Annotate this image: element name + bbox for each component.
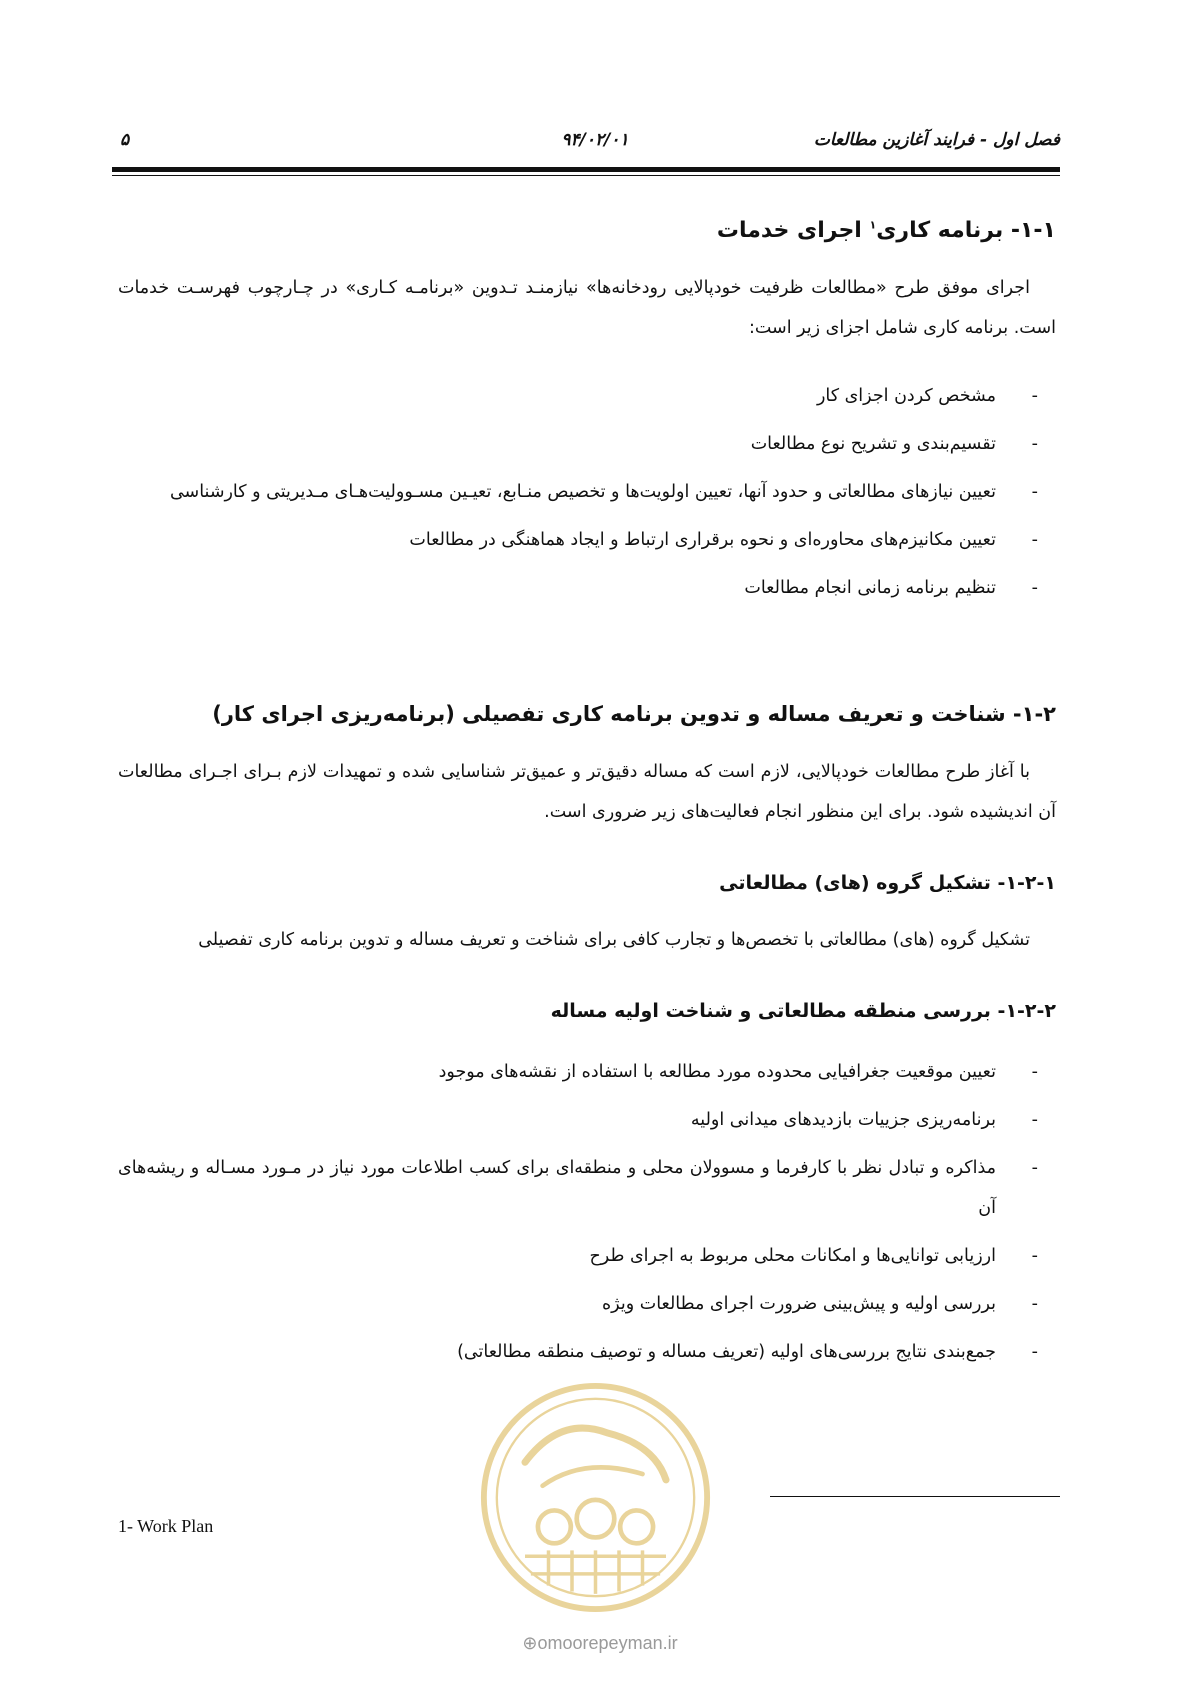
watermark-seal-icon — [478, 1380, 713, 1615]
list-item: - برنامه‌ریزی جزییات بازدیدهای میدانی اولیه — [118, 1100, 1056, 1140]
subsection-1-2-1-paragraph: تشکیل گروه (های) مطالعاتی با تخصص‌ها و تجارب کافی برای شناخت و تعریف مساله و تدوین برنامه کاری تفصیلی — [198, 930, 1030, 950]
list-item: - ارزیابی توانایی‌ها و امکانات محلی مربوط به اجرای طرح — [118, 1236, 1056, 1276]
subsection-1-2-2-heading: ۱-۲-۲- بررسی منطقه مطالعاتی و شناخت اولیه مساله — [550, 1000, 1056, 1022]
section-1-1-paragraph: اجرای موفق طرح «مطالعات ظرفیت خودپالایی رودخانه‌ها» نیازمنـد تـدوین «برنامـه کـاری» در چـارچوب فهرسـت خدمات است. برنامه کاری شامل اجزای زیر است: — [118, 278, 1056, 338]
list-item: - بررسی اولیه و پیش‌بینی ضرورت اجرای مطالعات ویژه — [118, 1284, 1056, 1324]
page-number: ۵ — [120, 130, 130, 150]
section-1-1-title-cont: اجرای خدمات — [716, 218, 870, 243]
footnote-marker: ۱ — [869, 218, 877, 232]
subsection-1-2-2-list — [118, 1052, 1056, 1380]
running-header-date: ۹۴/۰۲/۰۱ — [561, 130, 629, 150]
running-header-chapter: فصل اول - فرایند آغازین مطالعات — [813, 130, 1060, 150]
section-1-1-list — [118, 376, 1056, 616]
list-item: - مشخص کردن اجزای کار — [118, 376, 1056, 416]
list-item: - تعیین موقعیت جغرافیایی محدوده مورد مطالعه با استفاده از نقشه‌های موجود — [118, 1052, 1056, 1092]
list-item: - تقسیم‌بندی و تشریح نوع مطالعات — [118, 424, 1056, 464]
list-item: - جمع‌بندی نتایج بررسی‌های اولیه (تعریف مساله و توصیف منطقه مطالعاتی) — [118, 1332, 1056, 1372]
list-item: - مذاکره و تبادل نظر با کارفرما و مسوولان محلی و منطقه‌ای برای کسب اطلاعات مورد نیاز در مـورد مسـاله و ریشه‌های آن — [118, 1148, 1056, 1228]
section-1-1-heading — [118, 218, 1056, 243]
footnote-rule — [770, 1496, 1060, 1497]
section-1-2-heading: ۱-۲- شناخت و تعریف مساله و تدوین برنامه کاری تفصیلی (برنامه‌ریزی اجرای کار) — [212, 702, 1056, 726]
subsection-1-2-1-heading: ۱-۲-۱- تشکیل گروه (های) مطالعاتی — [719, 872, 1056, 894]
list-item: - تعیین مکانیزم‌های محاوره‌ای و نحوه برقراری ارتباط و ایجاد هماهنگی در مطالعات — [118, 520, 1056, 560]
watermark-text: ⊕omoorepeyman.ir — [522, 1633, 678, 1653]
footnote: 1- Work Plan — [118, 1516, 214, 1536]
header-rule-thick — [112, 167, 1060, 172]
list-item: - تنظیم برنامه زمانی انجام مطالعات — [118, 568, 1056, 608]
section-1-1-title: ۱-۱- برنامه کاری — [876, 218, 1056, 243]
globe-icon: ⊕ — [522, 1633, 538, 1653]
list-item: - تعیین نیازهای مطالعاتی و حدود آنها، تعیین اولویت‌ها و تخصیص منـابع، تعیـین مسـوولیت‌هـای مـدیریتی و کارشناسی — [118, 472, 1056, 512]
section-1-2-paragraph: با آغاز طرح مطالعات خودپالایی، لازم است که مساله دقیق‌تر و عمیق‌تر شناسایی شده و تمهیدات لازم بـرای اجـرای مطالعات آن اندیشیده شود. برای این منظور انجام فعالیت‌های زیر ضروری است. — [118, 762, 1056, 822]
header-rule-thin — [112, 175, 1060, 176]
